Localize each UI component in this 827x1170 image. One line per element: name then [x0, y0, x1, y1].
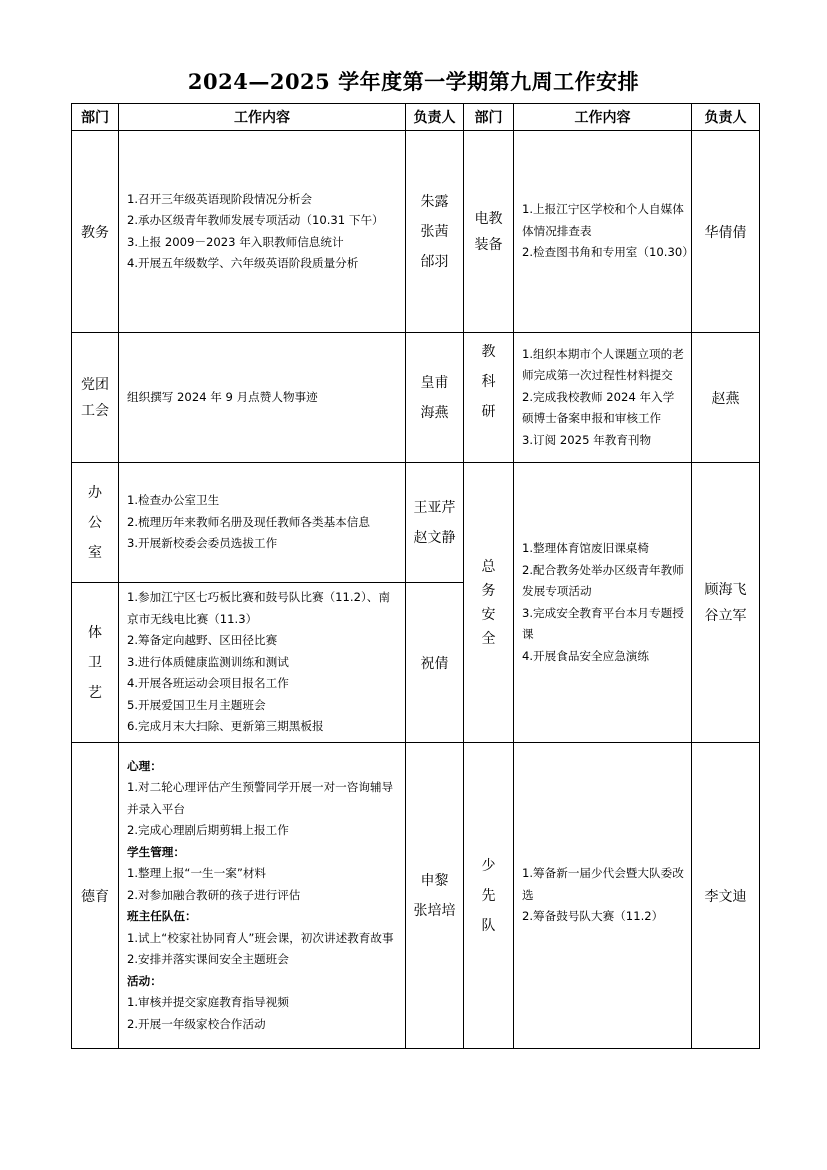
list-item: 2.检查图书角和专用室（10.30） — [522, 245, 694, 260]
list-item: 2.梳理历年来教师名册及现任教师各类基本信息 — [127, 514, 370, 529]
content-bangongshi — [119, 463, 406, 583]
list-item: 1.参加江宁区七巧板比赛和鼓号队比赛（11.2）、南京市无线电比赛（11.3） — [127, 590, 390, 626]
person-zongwu: 顾海飞 谷立军 — [692, 463, 760, 743]
list-item: 1.对二轮心理评估产生预警同学开展一对一咨询辅导并录入平台 — [127, 780, 394, 816]
list-item: 2.承办区级青年教师发展专项活动（10.31 下午） — [127, 213, 384, 227]
person-jiaokeyan: 赵燕 — [692, 333, 760, 463]
dept-deyu: 德育 — [72, 743, 119, 1049]
list-item: 1.整理上报“一生一案”材料 — [127, 866, 267, 881]
list-item: 2.开展一年级家校合作活动 — [127, 1016, 266, 1031]
list-item: 1.审核并提交家庭教育指导视频 — [127, 995, 289, 1010]
header-dept: 部门 — [72, 104, 119, 131]
dept-dianjiao: 电教 装备 — [464, 131, 514, 333]
dept-zongwu: 总 务 安 全 — [464, 463, 514, 743]
person-jiaowu: 朱露 张茜 邰羽 — [406, 131, 464, 333]
content-dangtuan — [119, 333, 406, 463]
dept-bangongshi: 办 公 室 — [72, 463, 119, 583]
header-person-2: 负责人 — [692, 104, 760, 131]
dept-shaoxiandui: 少 先 队 — [464, 743, 514, 1049]
list-item: 2.配合教务处举办区级青年教师发展专项活动 — [522, 562, 684, 598]
section-title: 活动： — [127, 973, 162, 988]
dept-dangtuan: 党团 工会 — [72, 333, 119, 463]
list-item: 1.召开三年级英语现阶段情况分析会 — [127, 191, 312, 206]
table-row — [72, 333, 760, 463]
person-tiweiyi: 祝倩 — [406, 583, 464, 743]
list-item: 2.对参加融合教研的孩子进行评估 — [127, 887, 301, 902]
list-item: 2.完成心理剧后期剪辑上报工作 — [127, 823, 289, 838]
list-item: 1.检查办公室卫生 — [127, 493, 220, 508]
list-item: 4.开展各班运动会项目报名工作 — [127, 676, 289, 691]
section-title: 班主任队伍： — [127, 909, 197, 924]
person-dangtuan: 皇甫 海燕 — [406, 333, 464, 463]
table-row — [72, 131, 760, 333]
content-zongwu — [514, 463, 692, 743]
list-item: 2.安排并落实课间安全主题班会 — [127, 952, 289, 967]
person-dianjiao: 华倩倩 — [692, 131, 760, 333]
page-title: 2024—2025 学年度第一学期第九周工作安排 — [187, 69, 640, 94]
section-title: 心理： — [127, 758, 162, 773]
dept-jiaowu: 教务 — [72, 131, 119, 333]
list-item: 1.组织本期市个人课题立项的老师完成第一次过程性材料提交 — [522, 346, 684, 383]
list-item: 3.进行体质健康监测训练和测试 — [127, 654, 289, 669]
list-item: 6.完成月末大扫除、更新第三期黑板报 — [127, 719, 324, 734]
content-tiweiyi — [119, 583, 406, 743]
header-row — [72, 104, 760, 131]
list-item: 5.开展爱国卫生月主题班会 — [127, 697, 266, 712]
section-title: 学生管理： — [127, 844, 185, 859]
person-shaoxiandui: 李文迪 — [692, 743, 760, 1049]
header-content: 工作内容 — [119, 104, 406, 131]
list-item: 3.订阅 2025 年教育刊物 — [522, 432, 652, 447]
person-deyu: 申黎 张培培 — [406, 743, 464, 1049]
header-person: 负责人 — [406, 104, 464, 131]
list-item: 3.开展新校委会委员选拔工作 — [127, 536, 278, 551]
content-jiaowu — [119, 131, 406, 333]
list-item: 4.开展食品安全应急演练 — [522, 648, 649, 663]
table-row — [72, 463, 760, 583]
list-item: 2.完成我校教师 2024 年入学硕博士备案申报和审核工作 — [522, 389, 675, 426]
content-deyu — [119, 743, 406, 1049]
list-item: 1.上报江宁区学校和个人自媒体体情况排查表 — [522, 202, 684, 238]
header-dept-2: 部门 — [464, 104, 514, 131]
content-shaoxiandui — [514, 743, 692, 1049]
list-item: 组织撰写 2024 年 9 月点赞人物事迹 — [127, 389, 318, 404]
list-item: 1.整理体育馆废旧课桌椅 — [522, 541, 649, 555]
content-dianjiao — [514, 131, 692, 333]
list-item: 2.筹备鼓号队大赛（11.2） — [522, 909, 664, 924]
header-content-2: 工作内容 — [514, 104, 692, 131]
dept-tiweiyi: 体 卫 艺 — [72, 583, 119, 743]
person-bangongshi: 王亚芹 赵文静 — [406, 463, 464, 583]
list-item: 2.筹备定向越野、区田径比赛 — [127, 633, 278, 648]
dept-jiaokeyan: 教 科 研 — [464, 333, 514, 463]
list-item: 4.开展五年级数学、六年级英语阶段质量分析 — [127, 256, 359, 270]
table-row — [72, 743, 760, 1049]
list-item: 3.完成安全教育平台本月专题授课 — [522, 605, 684, 641]
schedule-table — [71, 103, 760, 1049]
content-jiaokeyan — [514, 333, 692, 463]
list-item: 3.上报 2009－2023 年入职教师信息统计 — [127, 234, 344, 249]
list-item: 1.筹备新一届少代会暨大队委改选 — [522, 866, 684, 902]
list-item: 1.试上“校家社协同育人”班会课，初次讲述教育故事 — [127, 930, 394, 945]
